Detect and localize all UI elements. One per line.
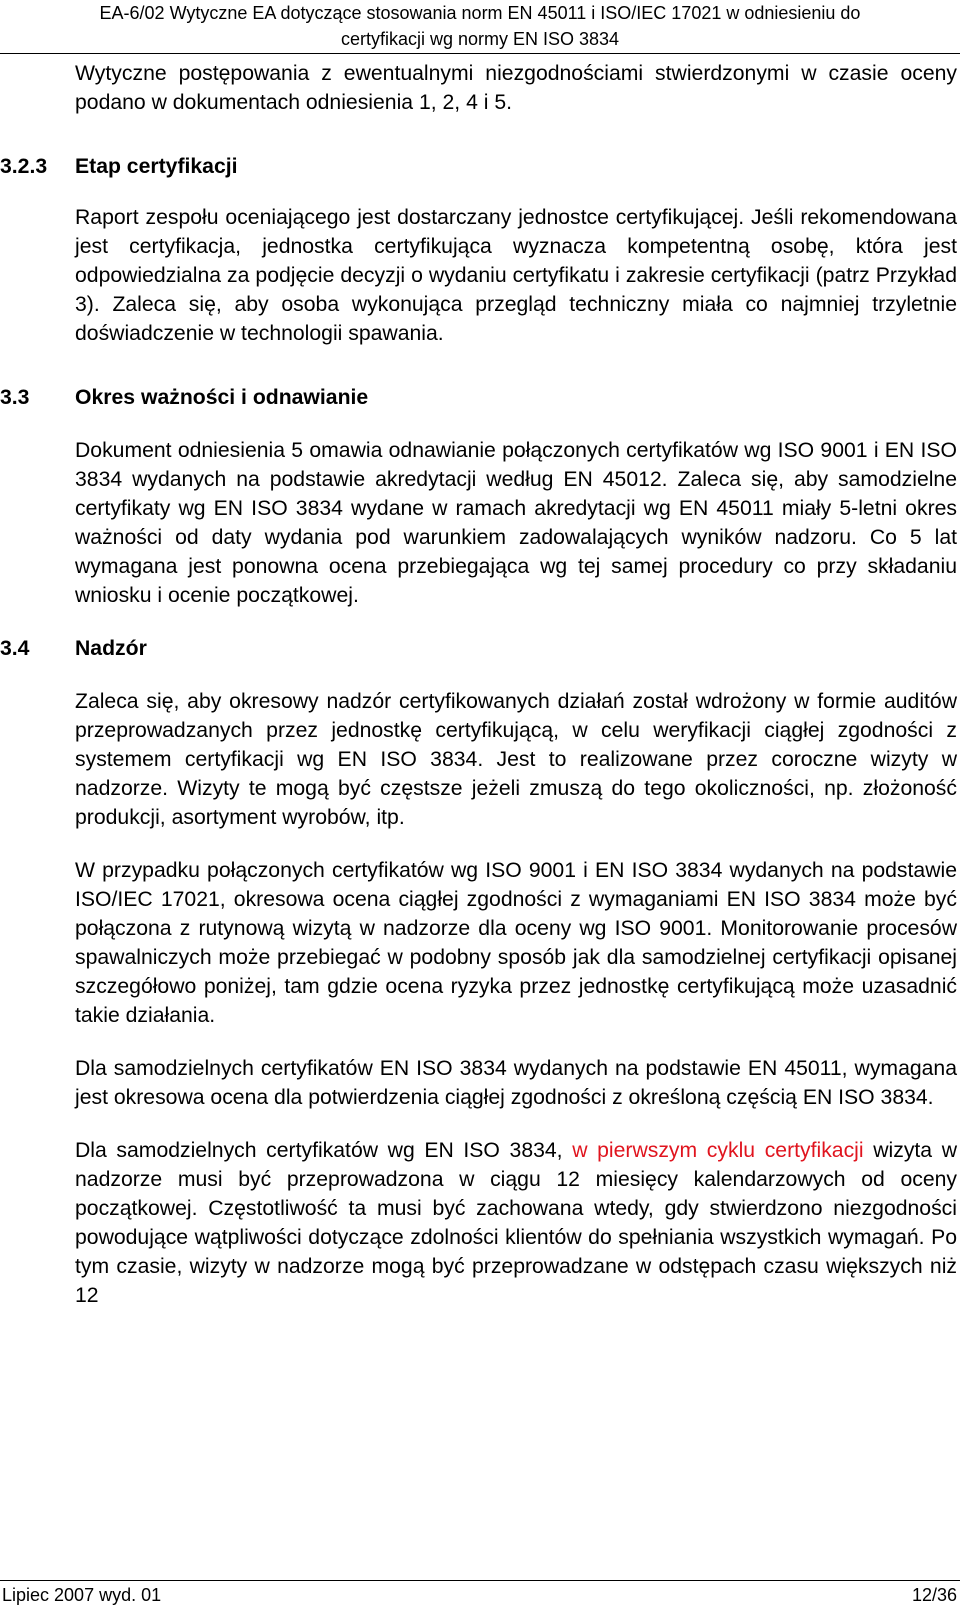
paragraph: Dla samodzielnych certyfikatów EN ISO 3834 wydanych na podstawie EN 45011, wymagana jest okresowa ocena dla potwierdzenia ciągłej zgodności z określoną częścią EN ISO 3834. bbox=[75, 1057, 957, 1109]
paragraph-text: Dla samodzielnych certyfikatów wg EN ISO 3834, bbox=[75, 1139, 573, 1162]
page-header bbox=[0, 0, 960, 52]
paragraph: Dokument odniesienia 5 omawia odnawianie połączonych certyfikatów wg ISO 9001 i EN ISO 3834 wydanych na podstawie akredytacji według EN 45012. Zaleca się, aby samodzielne certyfikaty wg EN ISO 3834 wydane w ramach akredytacji wg EN 45011 miały 5-letni okres ważności od daty wydania pod warunkiem zadowalających wyników nadzoru. Co 5 lat wymagana jest ponowna ocena przebiegająca wg tej samej procedury co przy składaniu wniosku i ocenie początkowej. bbox=[75, 439, 957, 607]
document-body bbox=[0, 59, 958, 1310]
section-title: Nadzór bbox=[75, 637, 147, 660]
section-title: Okres ważności i odnawianie bbox=[75, 386, 369, 409]
paragraph: Zaleca się, aby okresowy nadzór certyfikowanych działań został wdrożony w formie auditów przeprowadzanych przez jednostkę certyfikującą, w celu weryfikacji ciągłej zgodności z systemem certyfikacji wg EN ISO 3834. Jest to realizowane przez coroczne wizyty w nadzorze. Wizyty te mogą być częstsze jeżeli zmuszą do tego okoliczności, np. złożoność produkcji, asortyment wyrobów, itp. bbox=[75, 690, 957, 829]
section-heading-3-4 bbox=[0, 634, 957, 663]
header-line-2: certyfikacji wg normy EN ISO 3834 bbox=[340, 29, 620, 49]
highlighted-text: w pierwszym cyklu certyfikacji bbox=[572, 1139, 864, 1162]
footer-date: Lipiec 2007 wyd. 01 bbox=[2, 1585, 162, 1605]
section-heading-3-2-3 bbox=[0, 152, 957, 181]
paragraph bbox=[75, 1136, 957, 1310]
paragraph-text: wizyta w nadzorze musi być przeprowadzona w ciągu 12 miesięcy kalendarzowych od oceny początkowej. Częstotliwość ta musi być zachowana wtedy, gdy stwierdzono niezgodności powodujące wątpliwości dotyczące zdolności klientów do spełniania wszystkich wymagań. Po tym czasie, wizyty w nadzorze mogą być przeprowadzane w odstępach czasu większych niż 12 bbox=[75, 1139, 958, 1307]
header-divider bbox=[0, 53, 960, 54]
page-number: 12/36 bbox=[911, 1585, 957, 1605]
paragraph: Raport zespołu oceniającego jest dostarczany jednostce certyfikującej. Jeśli rekomendowana jest certyfikacja, jednostka certyfikująca wyznacza kompetentną osobę, która jest odpowiedzialna za podjęcie decyzji o wydaniu certyfikatu i zakresie certyfikacji (patrz Przykład 3). Zaleca się, aby osoba wykonująca przegląd techniczny miała co najmniej trzyletnie doświadczenie w technologii spawania. bbox=[75, 206, 957, 345]
header-line-1: EA-6/02 Wytyczne EA dotyczące stosowania norm EN 45011 i ISO/IEC 17021 w odniesieniu do bbox=[99, 3, 861, 23]
footer-divider bbox=[0, 1580, 960, 1581]
page-footer bbox=[0, 1583, 960, 1607]
section-number: 3.2.3 bbox=[0, 155, 48, 178]
section-number: 3.3 bbox=[0, 386, 30, 409]
intro-paragraph: Wytyczne postępowania z ewentualnymi niezgodnościami stwierdzonymi w czasie oceny podano w dokumentach odniesienia 1, 2, 4 i 5. bbox=[75, 62, 957, 114]
paragraph: W przypadku połączonych certyfikatów wg ISO 9001 i EN ISO 3834 wydanych na podstawie ISO/IEC 17021, okresowa ocena ciągłej zgodności z wymaganiami EN ISO 3834 może być połączona z rutynową wizytą w nadzorze dla oceny wg ISO 9001. Monitorowanie procesów spawalniczych może przebiegać w podobny sposób jak dla samodzielnej certyfikacji opisanej szczegółowo poniżej, tam gdzie ocena ryzyka przez jednostkę certyfikującą może uzasadnić takie działania. bbox=[75, 859, 957, 1027]
section-heading-3-3 bbox=[0, 383, 957, 412]
section-number: 3.4 bbox=[0, 637, 30, 660]
section-title: Etap certyfikacji bbox=[75, 155, 238, 178]
